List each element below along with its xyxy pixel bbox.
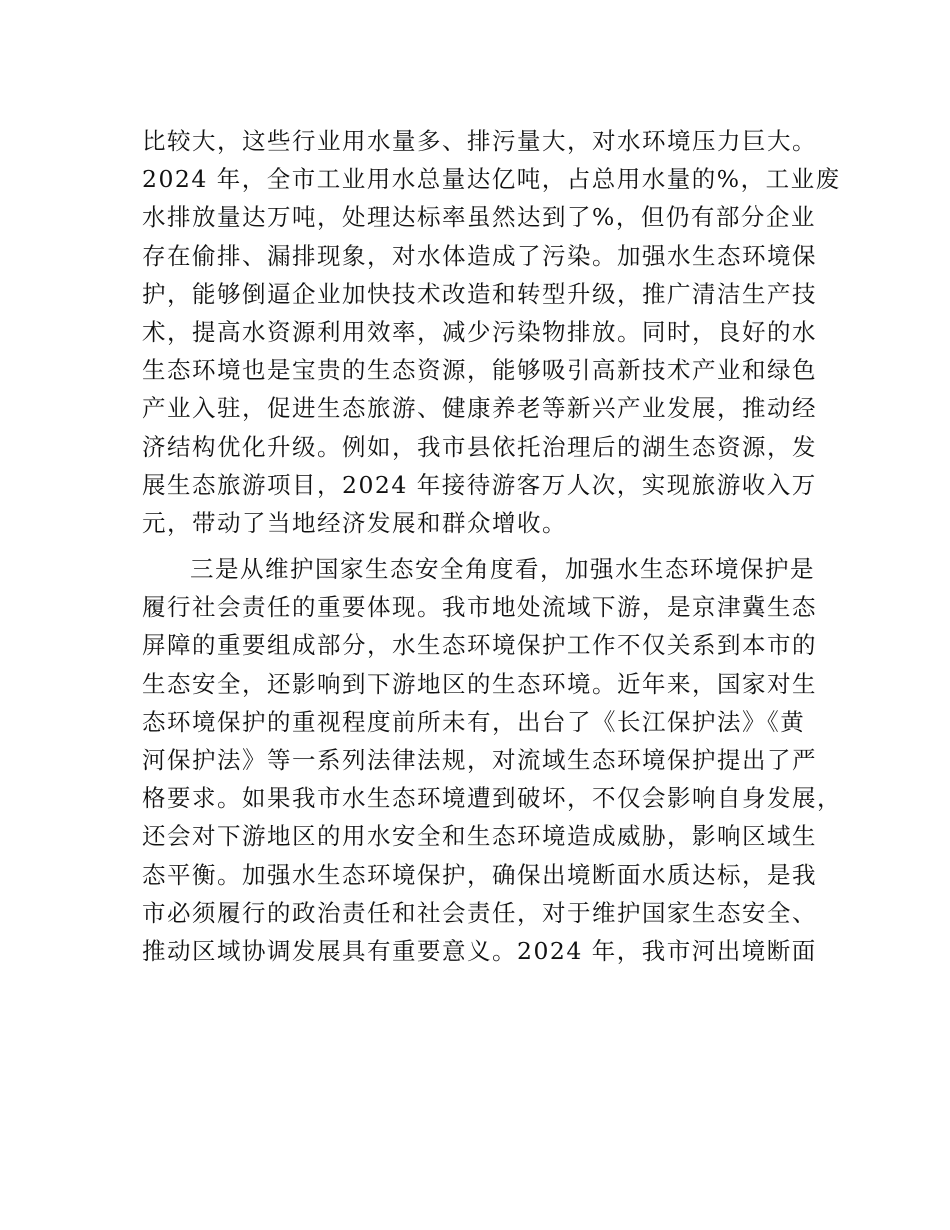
text-line: 还会对下游地区的用水安全和生态环境造成威胁，影响区域生 (142, 822, 817, 851)
text-line: 2024 年，全市工业用水总量达亿吨，占总用水量的%，工业废 (142, 165, 841, 194)
text-line: 元，带动了当地经济发展和群众增收。 (142, 508, 567, 537)
document-body (142, 122, 842, 970)
paragraph-2 (142, 550, 842, 970)
text-line: 河保护法》等一系列法律法规，对流域生态环境保护提出了严 (142, 746, 817, 774)
text-line: 推动区域协调发展具有重要意义。2024 年，我市河出境断面 (142, 936, 817, 965)
text-line: 存在偷排、漏排现象，对水体造成了污染。加强水生态环境保 (142, 241, 817, 270)
paragraph-spacer (142, 542, 822, 550)
text-line: 格要求。如果我市水生态环境遭到破坏，不仅会影响自身发展， (142, 784, 842, 813)
text-line: 三是从维护国家生态安全角度看，加强水生态环境保护是 (190, 555, 815, 584)
text-line: 护，能够倒逼企业加快技术改造和转型升级，推广清洁生产技 (142, 279, 817, 308)
text-line: 比较大，这些行业用水量多、排污量大，对水环境压力巨大。 (142, 127, 817, 155)
text-line: 屏障的重要组成部分，水生态环境保护工作不仅关系到本市的 (142, 631, 817, 660)
text-line: 展生态旅游项目，2024 年接待游客万人次，实现旅游收入万 (142, 470, 817, 499)
text-line: 济结构优化升级。例如，我市县依托治理后的湖生态资源，发 (142, 432, 817, 461)
text-line: 产业入驻，促进生态旅游、健康养老等新兴产业发展，推动经 (142, 394, 817, 423)
paragraph-1 (142, 122, 841, 542)
text-line: 生态安全，还影响到下游地区的生态环境。近年来，国家对生 (142, 669, 817, 698)
text-line: 术，提高水资源利用效率，减少污染物排放。同时，良好的水 (142, 317, 817, 346)
text-line: 态环境保护的重视程度前所未有，出台了《长江保护法》《黄 (142, 707, 806, 736)
text-line: 水排放量达万吨，处理达标率虽然达到了%，但仍有部分企业 (142, 203, 816, 232)
text-line: 态平衡。加强水生态环境保护，确保出境断面水质达标，是我 (142, 860, 817, 889)
text-line: 市必须履行的政治责任和社会责任，对于维护国家生态安全、 (142, 898, 817, 927)
text-line: 生态环境也是宝贵的生态资源，能够吸引高新技术产业和绿色 (142, 356, 817, 385)
text-line: 履行社会责任的重要体现。我市地处流域下游，是京津冀生态 (142, 593, 817, 622)
